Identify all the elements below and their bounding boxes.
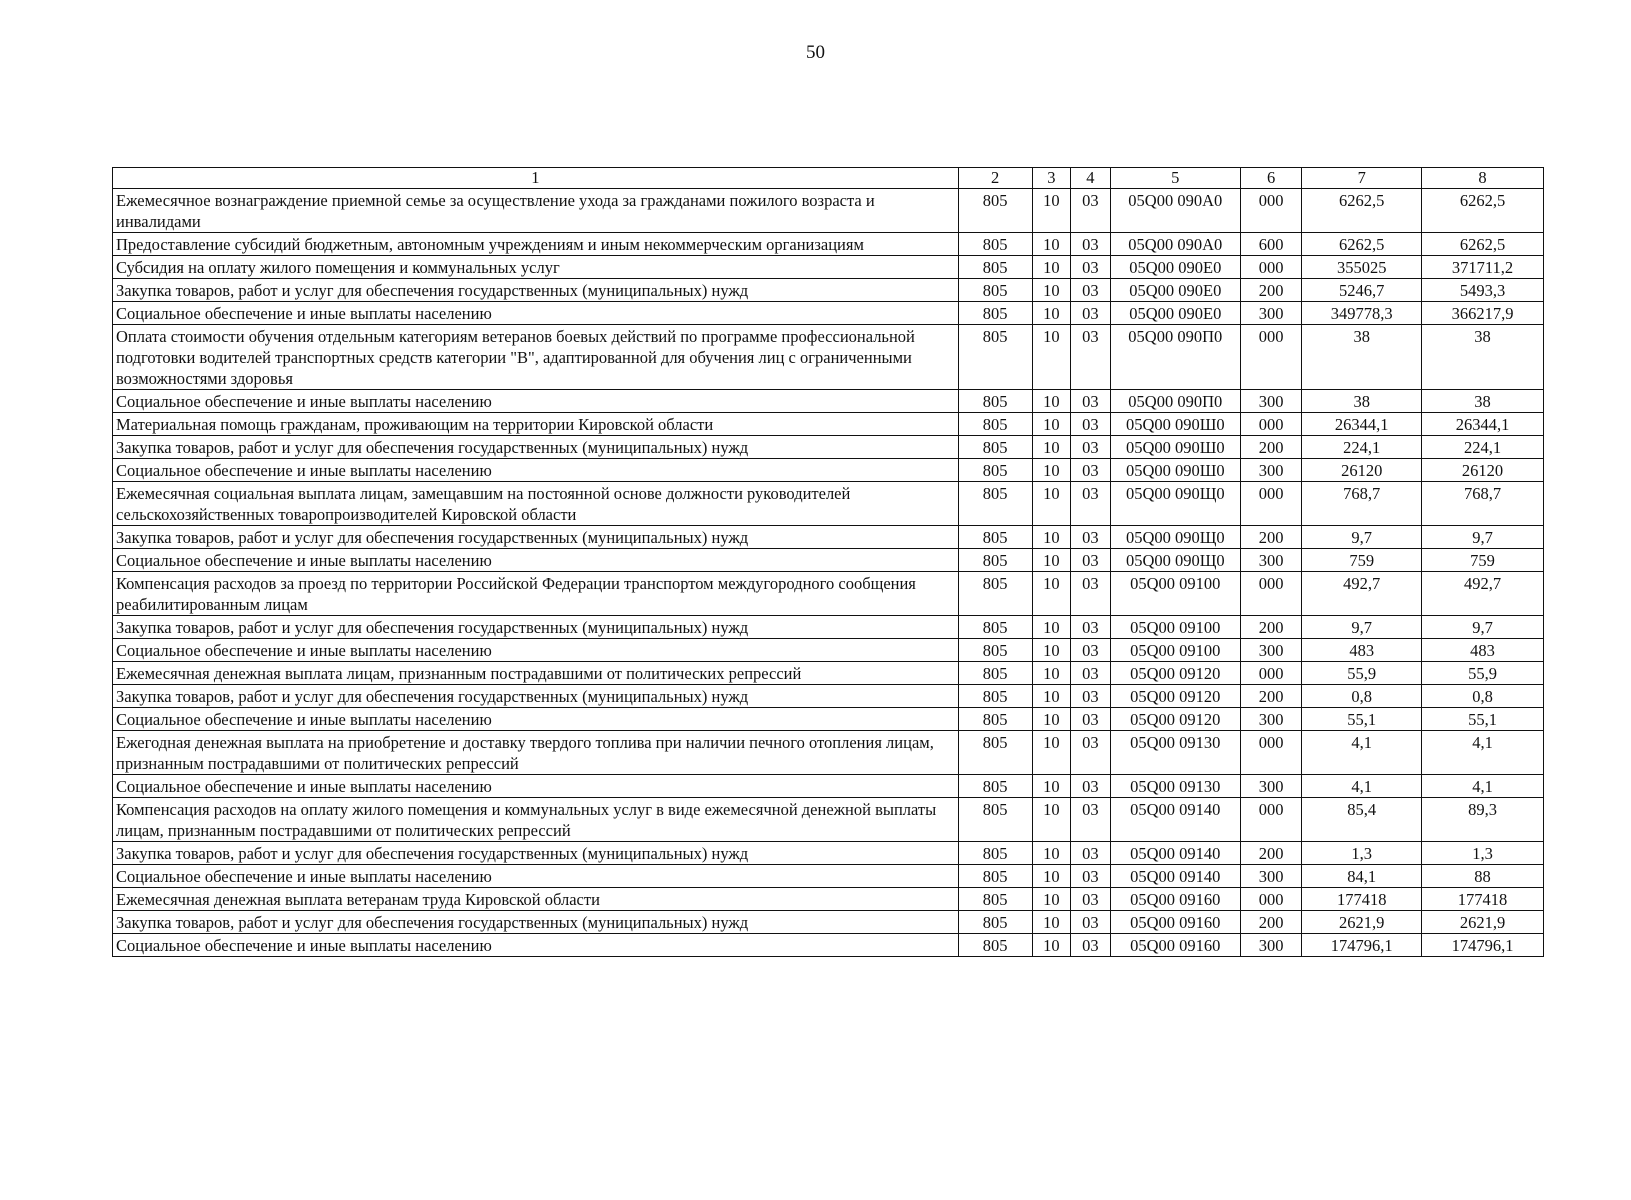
amount-year2-cell: 26344,1 <box>1422 413 1544 436</box>
table-row <box>113 413 1544 436</box>
amount-year1-cell: 4,1 <box>1302 775 1422 798</box>
subsection-cell: 03 <box>1071 233 1111 256</box>
expense-type-cell: 000 <box>1240 662 1301 685</box>
expense-name-cell: Субсидия на оплату жилого помещения и коммунальных услуг <box>113 256 959 279</box>
table-row <box>113 436 1544 459</box>
target-article-cell: 05Q00 09160 <box>1110 934 1240 957</box>
amount-year2-cell: 759 <box>1422 549 1544 572</box>
amount-year2-cell: 371711,2 <box>1422 256 1544 279</box>
expense-type-cell: 200 <box>1240 279 1301 302</box>
subsection-cell: 03 <box>1071 436 1111 459</box>
table-row <box>113 279 1544 302</box>
expense-type-cell: 300 <box>1240 865 1301 888</box>
section-cell: 10 <box>1032 775 1071 798</box>
amount-year2-cell: 6262,5 <box>1422 189 1544 233</box>
expense-type-cell: 000 <box>1240 572 1301 616</box>
amount-year1-cell: 4,1 <box>1302 731 1422 775</box>
expense-name-cell: Закупка товаров, работ и услуг для обеспечения государственных (муниципальных) нужд <box>113 616 959 639</box>
amount-year2-cell: 483 <box>1422 639 1544 662</box>
table-row <box>113 662 1544 685</box>
expense-type-cell: 000 <box>1240 798 1301 842</box>
table-row <box>113 482 1544 526</box>
amount-year2-cell: 492,7 <box>1422 572 1544 616</box>
admin-code-cell: 805 <box>958 459 1032 482</box>
expense-type-cell: 000 <box>1240 189 1301 233</box>
expense-name-cell: Закупка товаров, работ и услуг для обеспечения государственных (муниципальных) нужд <box>113 685 959 708</box>
admin-code-cell: 805 <box>958 934 1032 957</box>
amount-year1-cell: 9,7 <box>1302 526 1422 549</box>
amount-year1-cell: 0,8 <box>1302 685 1422 708</box>
admin-code-cell: 805 <box>958 842 1032 865</box>
expense-name-cell: Ежемесячная социальная выплата лицам, замещавшим на постоянной основе должности руководителей сельскохозяйственных товаропроизводителей Кировской области <box>113 482 959 526</box>
amount-year2-cell: 768,7 <box>1422 482 1544 526</box>
amount-year2-cell: 177418 <box>1422 888 1544 911</box>
target-article-cell: 05Q00 090П0 <box>1110 325 1240 390</box>
subsection-cell: 03 <box>1071 934 1111 957</box>
admin-code-cell: 805 <box>958 302 1032 325</box>
subsection-cell: 03 <box>1071 639 1111 662</box>
target-article-cell: 05Q00 090E0 <box>1110 256 1240 279</box>
admin-code-cell: 805 <box>958 325 1032 390</box>
amount-year1-cell: 26344,1 <box>1302 413 1422 436</box>
amount-year1-cell: 759 <box>1302 549 1422 572</box>
subsection-cell: 03 <box>1071 279 1111 302</box>
column-number-row <box>113 168 1544 189</box>
table-row <box>113 639 1544 662</box>
expense-name-cell: Закупка товаров, работ и услуг для обеспечения государственных (муниципальных) нужд <box>113 842 959 865</box>
expense-name-cell: Закупка товаров, работ и услуг для обеспечения государственных (муниципальных) нужд <box>113 526 959 549</box>
admin-code-cell: 805 <box>958 616 1032 639</box>
table-body <box>113 168 1544 957</box>
target-article-cell: 05Q00 09130 <box>1110 731 1240 775</box>
section-cell: 10 <box>1032 911 1071 934</box>
amount-year1-cell: 6262,5 <box>1302 233 1422 256</box>
target-article-cell: 05Q00 090Ш0 <box>1110 413 1240 436</box>
admin-code-cell: 805 <box>958 572 1032 616</box>
target-article-cell: 05Q00 09160 <box>1110 911 1240 934</box>
table-row <box>113 549 1544 572</box>
table-row <box>113 842 1544 865</box>
expense-name-cell: Социальное обеспечение и иные выплаты населению <box>113 639 959 662</box>
amount-year1-cell: 85,4 <box>1302 798 1422 842</box>
section-cell: 10 <box>1032 526 1071 549</box>
amount-year1-cell: 2621,9 <box>1302 911 1422 934</box>
admin-code-cell: 805 <box>958 413 1032 436</box>
section-cell: 10 <box>1032 842 1071 865</box>
admin-code-cell: 805 <box>958 708 1032 731</box>
amount-year1-cell: 768,7 <box>1302 482 1422 526</box>
amount-year1-cell: 38 <box>1302 390 1422 413</box>
expense-name-cell: Закупка товаров, работ и услуг для обеспечения государственных (муниципальных) нужд <box>113 436 959 459</box>
section-cell: 10 <box>1032 459 1071 482</box>
section-cell: 10 <box>1032 662 1071 685</box>
admin-code-cell: 805 <box>958 639 1032 662</box>
target-article-cell: 05Q00 090Щ0 <box>1110 526 1240 549</box>
admin-code-cell: 805 <box>958 662 1032 685</box>
target-article-cell: 05Q00 09100 <box>1110 639 1240 662</box>
expense-type-cell: 000 <box>1240 325 1301 390</box>
amount-year1-cell: 492,7 <box>1302 572 1422 616</box>
column-header: 3 <box>1032 168 1071 189</box>
amount-year2-cell: 9,7 <box>1422 526 1544 549</box>
expense-type-cell: 000 <box>1240 888 1301 911</box>
target-article-cell: 05Q00 090E0 <box>1110 279 1240 302</box>
admin-code-cell: 805 <box>958 775 1032 798</box>
expense-type-cell: 300 <box>1240 549 1301 572</box>
amount-year1-cell: 1,3 <box>1302 842 1422 865</box>
table-row <box>113 798 1544 842</box>
amount-year2-cell: 55,9 <box>1422 662 1544 685</box>
section-cell: 10 <box>1032 325 1071 390</box>
section-cell: 10 <box>1032 731 1071 775</box>
table-row <box>113 189 1544 233</box>
budget-table <box>112 167 1544 957</box>
section-cell: 10 <box>1032 685 1071 708</box>
column-header: 7 <box>1302 168 1422 189</box>
amount-year1-cell: 55,1 <box>1302 708 1422 731</box>
expense-name-cell: Социальное обеспечение и иные выплаты населению <box>113 934 959 957</box>
subsection-cell: 03 <box>1071 572 1111 616</box>
subsection-cell: 03 <box>1071 325 1111 390</box>
expense-type-cell: 000 <box>1240 731 1301 775</box>
amount-year1-cell: 26120 <box>1302 459 1422 482</box>
admin-code-cell: 805 <box>958 865 1032 888</box>
expense-name-cell: Социальное обеспечение и иные выплаты населению <box>113 459 959 482</box>
target-article-cell: 05Q00 09130 <box>1110 775 1240 798</box>
section-cell: 10 <box>1032 708 1071 731</box>
expense-name-cell: Закупка товаров, работ и услуг для обеспечения государственных (муниципальных) нужд <box>113 911 959 934</box>
target-article-cell: 05Q00 090Щ0 <box>1110 482 1240 526</box>
section-cell: 10 <box>1032 256 1071 279</box>
amount-year2-cell: 366217,9 <box>1422 302 1544 325</box>
section-cell: 10 <box>1032 233 1071 256</box>
expense-type-cell: 200 <box>1240 685 1301 708</box>
subsection-cell: 03 <box>1071 708 1111 731</box>
admin-code-cell: 805 <box>958 390 1032 413</box>
subsection-cell: 03 <box>1071 842 1111 865</box>
expense-name-cell: Социальное обеспечение и иные выплаты населению <box>113 302 959 325</box>
table-row <box>113 934 1544 957</box>
admin-code-cell: 805 <box>958 888 1032 911</box>
admin-code-cell: 805 <box>958 256 1032 279</box>
expense-name-cell: Оплата стоимости обучения отдельным категориям ветеранов боевых действий по программе профессиональной подготовки водителей транспортных средств категории "В", адаптированной для обучения лиц с ограниченными возможностями здоровья <box>113 325 959 390</box>
target-article-cell: 05Q00 09160 <box>1110 888 1240 911</box>
expense-name-cell: Предоставление субсидий бюджетным, автономным учреждениям и иным некоммерческим организациям <box>113 233 959 256</box>
target-article-cell: 05Q00 09140 <box>1110 842 1240 865</box>
target-article-cell: 05Q00 090Щ0 <box>1110 549 1240 572</box>
amount-year2-cell: 0,8 <box>1422 685 1544 708</box>
subsection-cell: 03 <box>1071 731 1111 775</box>
amount-year1-cell: 84,1 <box>1302 865 1422 888</box>
target-article-cell: 05Q00 09100 <box>1110 616 1240 639</box>
subsection-cell: 03 <box>1071 459 1111 482</box>
amount-year2-cell: 174796,1 <box>1422 934 1544 957</box>
table-row <box>113 459 1544 482</box>
subsection-cell: 03 <box>1071 775 1111 798</box>
expense-name-cell: Компенсация расходов за проезд по территории Российской Федерации транспортом междугородного сообщения реабилитированным лицам <box>113 572 959 616</box>
target-article-cell: 05Q00 090A0 <box>1110 233 1240 256</box>
subsection-cell: 03 <box>1071 616 1111 639</box>
expense-name-cell: Социальное обеспечение и иные выплаты населению <box>113 708 959 731</box>
expense-name-cell: Закупка товаров, работ и услуг для обеспечения государственных (муниципальных) нужд <box>113 279 959 302</box>
expense-type-cell: 300 <box>1240 459 1301 482</box>
table-row <box>113 325 1544 390</box>
amount-year2-cell: 38 <box>1422 390 1544 413</box>
table-row <box>113 775 1544 798</box>
subsection-cell: 03 <box>1071 549 1111 572</box>
amount-year1-cell: 9,7 <box>1302 616 1422 639</box>
column-header: 1 <box>113 168 959 189</box>
target-article-cell: 05Q00 09120 <box>1110 685 1240 708</box>
admin-code-cell: 805 <box>958 233 1032 256</box>
section-cell: 10 <box>1032 390 1071 413</box>
amount-year2-cell: 2621,9 <box>1422 911 1544 934</box>
expense-type-cell: 200 <box>1240 616 1301 639</box>
expense-type-cell: 300 <box>1240 302 1301 325</box>
admin-code-cell: 805 <box>958 189 1032 233</box>
expense-type-cell: 000 <box>1240 482 1301 526</box>
section-cell: 10 <box>1032 798 1071 842</box>
expense-name-cell: Социальное обеспечение и иные выплаты населению <box>113 549 959 572</box>
table-row <box>113 911 1544 934</box>
expense-name-cell: Ежегодная денежная выплата на приобретение и доставку твердого топлива при наличии печного отопления лицам, признанным пострадавшими от политических репрессий <box>113 731 959 775</box>
amount-year2-cell: 4,1 <box>1422 775 1544 798</box>
table-row <box>113 526 1544 549</box>
column-header: 6 <box>1240 168 1301 189</box>
admin-code-cell: 805 <box>958 685 1032 708</box>
section-cell: 10 <box>1032 436 1071 459</box>
admin-code-cell: 805 <box>958 798 1032 842</box>
section-cell: 10 <box>1032 639 1071 662</box>
amount-year1-cell: 6262,5 <box>1302 189 1422 233</box>
admin-code-cell: 805 <box>958 279 1032 302</box>
amount-year2-cell: 6262,5 <box>1422 233 1544 256</box>
target-article-cell: 05Q00 090E0 <box>1110 302 1240 325</box>
amount-year1-cell: 349778,3 <box>1302 302 1422 325</box>
target-article-cell: 05Q00 09120 <box>1110 708 1240 731</box>
table-row <box>113 888 1544 911</box>
amount-year2-cell: 26120 <box>1422 459 1544 482</box>
subsection-cell: 03 <box>1071 526 1111 549</box>
expense-name-cell: Компенсация расходов на оплату жилого помещения и коммунальных услуг в виде ежемесячной денежной выплаты лицам, признанным пострадавшими от политических репрессий <box>113 798 959 842</box>
expense-type-cell: 000 <box>1240 256 1301 279</box>
column-header: 5 <box>1110 168 1240 189</box>
amount-year1-cell: 483 <box>1302 639 1422 662</box>
expense-name-cell: Ежемесячное вознаграждение приемной семье за осуществление ухода за гражданами пожилого возраста и инвалидами <box>113 189 959 233</box>
amount-year2-cell: 4,1 <box>1422 731 1544 775</box>
target-article-cell: 05Q00 09140 <box>1110 865 1240 888</box>
expense-type-cell: 300 <box>1240 390 1301 413</box>
amount-year2-cell: 5493,3 <box>1422 279 1544 302</box>
target-article-cell: 05Q00 090Ш0 <box>1110 436 1240 459</box>
amount-year2-cell: 38 <box>1422 325 1544 390</box>
expense-type-cell: 200 <box>1240 436 1301 459</box>
column-header: 2 <box>958 168 1032 189</box>
target-article-cell: 05Q00 090Ш0 <box>1110 459 1240 482</box>
expense-type-cell: 200 <box>1240 911 1301 934</box>
admin-code-cell: 805 <box>958 731 1032 775</box>
target-article-cell: 05Q00 090A0 <box>1110 189 1240 233</box>
admin-code-cell: 805 <box>958 911 1032 934</box>
target-article-cell: 05Q00 09120 <box>1110 662 1240 685</box>
expense-type-cell: 300 <box>1240 775 1301 798</box>
table-row <box>113 256 1544 279</box>
amount-year2-cell: 55,1 <box>1422 708 1544 731</box>
expense-type-cell: 200 <box>1240 842 1301 865</box>
expense-name-cell: Ежемесячная денежная выплата ветеранам труда Кировской области <box>113 888 959 911</box>
admin-code-cell: 805 <box>958 526 1032 549</box>
amount-year1-cell: 224,1 <box>1302 436 1422 459</box>
expense-type-cell: 300 <box>1240 639 1301 662</box>
subsection-cell: 03 <box>1071 413 1111 436</box>
amount-year2-cell: 224,1 <box>1422 436 1544 459</box>
table-row <box>113 685 1544 708</box>
subsection-cell: 03 <box>1071 888 1111 911</box>
table-row <box>113 302 1544 325</box>
table-row <box>113 616 1544 639</box>
column-header: 8 <box>1422 168 1544 189</box>
subsection-cell: 03 <box>1071 482 1111 526</box>
expense-name-cell: Материальная помощь гражданам, проживающим на территории Кировской области <box>113 413 959 436</box>
amount-year2-cell: 89,3 <box>1422 798 1544 842</box>
section-cell: 10 <box>1032 413 1071 436</box>
expense-name-cell: Социальное обеспечение и иные выплаты населению <box>113 775 959 798</box>
subsection-cell: 03 <box>1071 662 1111 685</box>
expense-type-cell: 300 <box>1240 934 1301 957</box>
subsection-cell: 03 <box>1071 256 1111 279</box>
section-cell: 10 <box>1032 549 1071 572</box>
section-cell: 10 <box>1032 279 1071 302</box>
expense-type-cell: 600 <box>1240 233 1301 256</box>
subsection-cell: 03 <box>1071 302 1111 325</box>
subsection-cell: 03 <box>1071 798 1111 842</box>
section-cell: 10 <box>1032 482 1071 526</box>
amount-year1-cell: 174796,1 <box>1302 934 1422 957</box>
subsection-cell: 03 <box>1071 390 1111 413</box>
amount-year1-cell: 55,9 <box>1302 662 1422 685</box>
amount-year2-cell: 88 <box>1422 865 1544 888</box>
page-number: 50 <box>806 42 825 63</box>
expense-type-cell: 200 <box>1240 526 1301 549</box>
table-row <box>113 390 1544 413</box>
section-cell: 10 <box>1032 934 1071 957</box>
section-cell: 10 <box>1032 888 1071 911</box>
amount-year1-cell: 355025 <box>1302 256 1422 279</box>
admin-code-cell: 805 <box>958 549 1032 572</box>
table-row <box>113 233 1544 256</box>
amount-year2-cell: 1,3 <box>1422 842 1544 865</box>
expense-name-cell: Социальное обеспечение и иные выплаты населению <box>113 390 959 413</box>
expense-type-cell: 000 <box>1240 413 1301 436</box>
amount-year2-cell: 9,7 <box>1422 616 1544 639</box>
amount-year1-cell: 5246,7 <box>1302 279 1422 302</box>
amount-year1-cell: 177418 <box>1302 888 1422 911</box>
admin-code-cell: 805 <box>958 482 1032 526</box>
section-cell: 10 <box>1032 616 1071 639</box>
section-cell: 10 <box>1032 572 1071 616</box>
subsection-cell: 03 <box>1071 189 1111 233</box>
target-article-cell: 05Q00 09100 <box>1110 572 1240 616</box>
section-cell: 10 <box>1032 865 1071 888</box>
admin-code-cell: 805 <box>958 436 1032 459</box>
amount-year1-cell: 38 <box>1302 325 1422 390</box>
subsection-cell: 03 <box>1071 865 1111 888</box>
table-row <box>113 865 1544 888</box>
expense-type-cell: 300 <box>1240 708 1301 731</box>
table-row <box>113 708 1544 731</box>
subsection-cell: 03 <box>1071 911 1111 934</box>
expense-name-cell: Ежемесячная денежная выплата лицам, признанным пострадавшими от политических репрессий <box>113 662 959 685</box>
target-article-cell: 05Q00 090П0 <box>1110 390 1240 413</box>
subsection-cell: 03 <box>1071 685 1111 708</box>
expense-name-cell: Социальное обеспечение и иные выплаты населению <box>113 865 959 888</box>
table-row <box>113 731 1544 775</box>
section-cell: 10 <box>1032 302 1071 325</box>
column-header: 4 <box>1071 168 1111 189</box>
section-cell: 10 <box>1032 189 1071 233</box>
table-row <box>113 572 1544 616</box>
target-article-cell: 05Q00 09140 <box>1110 798 1240 842</box>
